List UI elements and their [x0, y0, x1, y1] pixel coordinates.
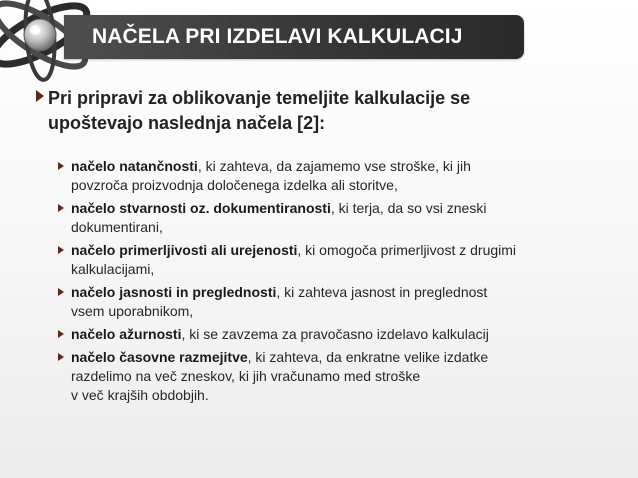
list-item-line: kalkulacijami, — [71, 261, 155, 277]
intro-paragraph — [36, 86, 616, 136]
slide-title: NAČELA PRI IZDELAVI KALKULACIJ — [92, 25, 463, 48]
list-item-line: vsem uporabnikom, — [71, 303, 194, 319]
principle-desc: , ki terja, da so vsi zneski — [330, 200, 487, 216]
principle-term: načelo natančnosti — [71, 158, 198, 174]
principle-desc: , ki zahteva, da enkratne velike izdatke — [247, 349, 489, 365]
list-item — [58, 348, 618, 405]
list-item-line: povzroča proizvodnja določenega izdelka ali storitve, — [71, 177, 398, 193]
list-item-line — [71, 157, 618, 176]
list-item — [58, 325, 618, 344]
list-item-line — [71, 348, 618, 367]
intro-line: upoštevajo naslednja načela [2]: — [48, 113, 326, 133]
list-item-line — [71, 283, 618, 302]
bullet-arrow-icon — [58, 204, 64, 212]
principle-term: načelo ažurnosti — [71, 326, 182, 342]
bullet-arrow-icon — [58, 330, 64, 338]
list-item-line: razdelimo na več zneskov, ki jih vračunamo med stroške — [71, 368, 421, 384]
intro-text — [48, 86, 568, 136]
principle-desc: , ki omogoča primerljivost z drugimi — [297, 242, 517, 258]
principles-list — [58, 157, 618, 409]
list-item — [58, 283, 618, 321]
list-item-line — [71, 199, 618, 218]
principle-desc: , ki zahteva jasnost in preglednost — [276, 284, 488, 300]
principle-term: načelo primerljivosti ali urejenosti — [71, 242, 298, 258]
list-item — [58, 157, 618, 195]
principle-term: načelo časovne razmejitve — [71, 349, 248, 365]
principle-desc: , ki zahteva, da zajamemo vse stroške, ki jih — [197, 158, 471, 174]
principle-term: načelo stvarnosti oz. dokumentiranosti — [71, 200, 331, 216]
bullet-arrow-icon — [58, 288, 64, 296]
bullet-arrow-icon — [58, 353, 64, 361]
list-item — [58, 241, 618, 279]
bullet-arrow-icon — [36, 90, 44, 102]
principle-term: načelo jasnosti in preglednosti — [71, 284, 277, 300]
principle-desc: , ki se zavzema za pravočasno izdelavo kalkulacij — [181, 326, 489, 342]
list-item-line — [71, 241, 618, 260]
list-item-line — [71, 325, 618, 344]
bullet-arrow-icon — [58, 246, 64, 254]
bullet-arrow-icon — [58, 162, 64, 170]
list-item — [58, 199, 618, 237]
list-item-line: v več krajših obdobjih. — [71, 387, 209, 403]
intro-line: Pri pripravi za oblikovanje temeljite kalkulacije se — [48, 88, 471, 108]
list-item-line: dokumentirani, — [71, 219, 163, 235]
